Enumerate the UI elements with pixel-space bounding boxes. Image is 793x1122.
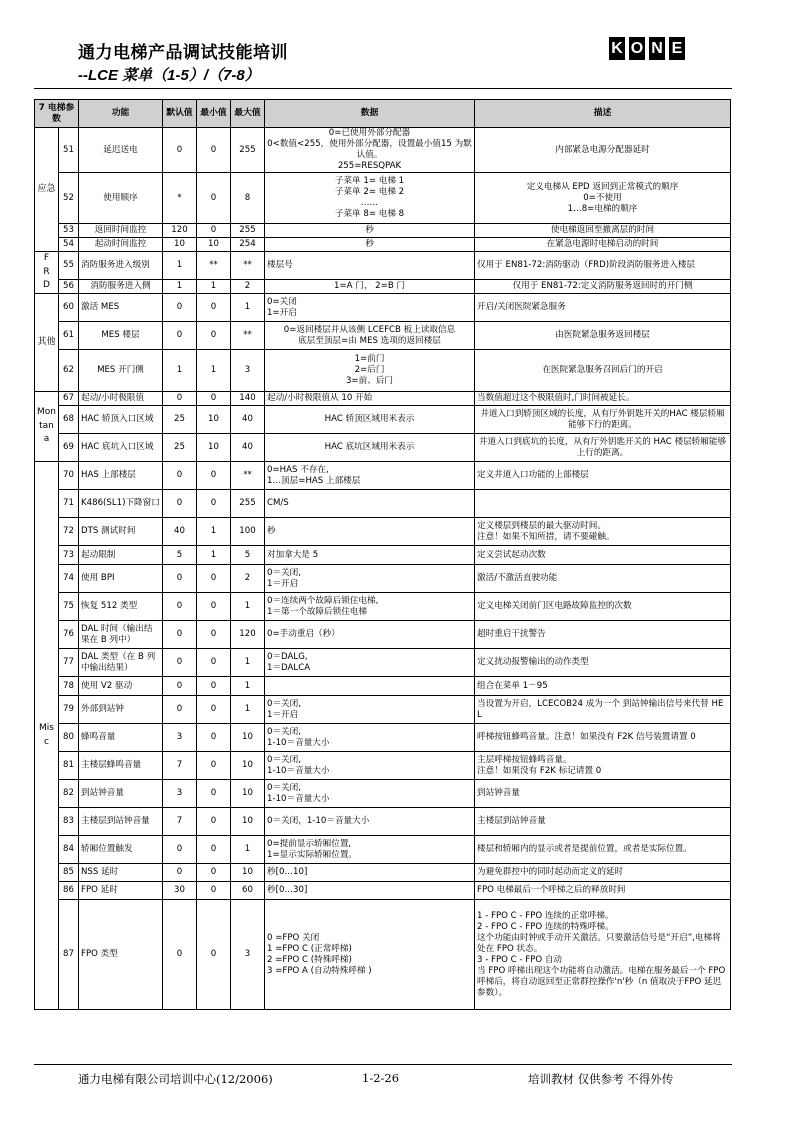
table-row	[35, 621, 731, 649]
description-cell: 井道入口到底坑的长度，从有厅外钥匙开关的 HAC 楼层轿厢能够上行的距离。	[475, 434, 731, 462]
description-cell: 在医院紧急服务召回后门的开启	[475, 350, 731, 392]
table-row	[35, 490, 731, 518]
table-row	[35, 350, 731, 392]
param-number: 56	[59, 280, 79, 294]
param-number: 51	[59, 128, 79, 173]
table-row	[35, 252, 731, 280]
default-value: 0	[163, 294, 197, 322]
table-row	[35, 462, 731, 490]
data-cell: 秒[0…30]	[265, 882, 475, 900]
min-value: 1	[197, 280, 231, 294]
function-cell: 使用顺序	[79, 173, 163, 224]
table-row	[35, 128, 731, 173]
group-label: Mon tana	[35, 392, 59, 462]
table-row	[35, 780, 731, 808]
table-row	[35, 280, 731, 294]
header-description: 描述	[475, 100, 731, 128]
default-value: 0	[163, 900, 197, 1010]
min-value: 0	[197, 836, 231, 864]
description-cell: 开启/关闭医院紧急服务	[475, 294, 731, 322]
max-value: 1	[231, 696, 265, 724]
min-value: 0	[197, 128, 231, 173]
max-value: 8	[231, 173, 265, 224]
min-value: 0	[197, 808, 231, 836]
param-number: 53	[59, 224, 79, 238]
description-cell: 定义楼层到楼层的最大驱动时间。 注意！如果不知所措，请不要碰触。	[475, 518, 731, 546]
data-cell: 秒	[265, 238, 475, 252]
description-cell	[475, 490, 731, 518]
param-number: 68	[59, 406, 79, 434]
table-row	[35, 238, 731, 252]
max-value: 120	[231, 621, 265, 649]
header-menu: 7 电梯参数	[35, 100, 79, 128]
description-cell: 为避免群控中的同时起动而定义的延时	[475, 864, 731, 882]
min-value: 0	[197, 649, 231, 677]
max-value: 10	[231, 864, 265, 882]
data-cell: 0=返回楼层并从该侧 LCEFCB 板上读取信息 底层至顶层=由 MES 选项的返回楼层	[265, 322, 475, 350]
function-cell: 主楼层到站钟音量	[79, 808, 163, 836]
min-value: 10	[197, 434, 231, 462]
default-value: 1	[163, 280, 197, 294]
param-number: 67	[59, 392, 79, 406]
table-row	[35, 649, 731, 677]
table-row	[35, 322, 731, 350]
table-row	[35, 696, 731, 724]
description-cell: 定义电梯从 EPD 返回到正常模式的顺序 0=不使用 1…8=电梯的顺序	[475, 173, 731, 224]
description-cell: 定义扰动报警输出的动作类型	[475, 649, 731, 677]
description-cell: 由医院紧急服务返回楼层	[475, 322, 731, 350]
function-cell: HAC 轿顶入口区域	[79, 406, 163, 434]
max-value: 1	[231, 649, 265, 677]
table-row	[35, 724, 731, 752]
header-function: 功能	[79, 100, 163, 128]
description-cell: 井道入口到轿顶区域的长度，从有厅外钥匙开关的HAC 楼层轿厢能够下行的距离。	[475, 406, 731, 434]
footer-right: 培训教材 仅供参考 不得外传	[528, 1072, 674, 1086]
default-value: 0	[163, 621, 197, 649]
header-data: 数据	[265, 100, 475, 128]
max-value: 254	[231, 238, 265, 252]
param-number: 73	[59, 546, 79, 565]
function-cell: DAL 类型（在 B 列中输出结果）	[79, 649, 163, 677]
table-row	[35, 593, 731, 621]
function-cell: 起动限制	[79, 546, 163, 565]
description-cell: 定义尝试起动次数	[475, 546, 731, 565]
param-number: 80	[59, 724, 79, 752]
max-value: 10	[231, 724, 265, 752]
table-row	[35, 173, 731, 224]
description-cell: 组合在菜单 1－95	[475, 677, 731, 696]
kone-logo	[609, 37, 685, 60]
max-value: 3	[231, 900, 265, 1010]
data-cell: 秒	[265, 518, 475, 546]
data-cell: 1=A 门， 2=B 门	[265, 280, 475, 294]
default-value: 40	[163, 518, 197, 546]
table-row	[35, 434, 731, 462]
function-cell: 恢复 512 类型	[79, 593, 163, 621]
description-cell: 呼梯按钮蜂鸣音量。注意！如果没有 F2K 信号装置请置 0	[475, 724, 731, 752]
max-value: 2	[231, 565, 265, 593]
default-value: 10	[163, 238, 197, 252]
function-cell: 到站钟音量	[79, 780, 163, 808]
param-number: 86	[59, 882, 79, 900]
default-value: 3	[163, 780, 197, 808]
function-cell: 消防服务进入侧	[79, 280, 163, 294]
default-value: 0	[163, 649, 197, 677]
min-value: 1	[197, 518, 231, 546]
document-title: 通力电梯产品调试技能培训	[78, 43, 288, 63]
function-cell: MES 开门侧	[79, 350, 163, 392]
logo-letter: E	[669, 37, 685, 60]
data-cell: HAC 底坑区域用米表示	[265, 434, 475, 462]
default-value: 7	[163, 808, 197, 836]
default-value: 0	[163, 696, 197, 724]
param-number: 55	[59, 252, 79, 280]
min-value: 0	[197, 724, 231, 752]
table-row	[35, 294, 731, 322]
table-row	[35, 900, 731, 1010]
parameter-table	[34, 99, 731, 1010]
data-cell: 0＝关闭, 1＝开启	[265, 696, 475, 724]
table-row	[35, 224, 731, 238]
data-cell: 起动/小时极限值从 10 开始	[265, 392, 475, 406]
table-header-row	[35, 100, 731, 128]
param-number: 60	[59, 294, 79, 322]
max-value: 2	[231, 280, 265, 294]
min-value: 0	[197, 392, 231, 406]
data-cell: 0 =FPO 关闭 1 =FPO C (正常呼梯) 2 =FPO C (特殊呼梯) 3 =FPO A (自动特殊呼梯 )	[265, 900, 475, 1010]
default-value: 1	[163, 252, 197, 280]
data-cell: 0＝关闭, 1-10＝音量大小	[265, 752, 475, 780]
param-number: 77	[59, 649, 79, 677]
table-row	[35, 518, 731, 546]
header-max: 最大值	[231, 100, 265, 128]
default-value: 0	[163, 322, 197, 350]
table-row	[35, 836, 731, 864]
description-cell: 定义井道入口功能的上部楼层	[475, 462, 731, 490]
min-value: 0	[197, 900, 231, 1010]
default-value: 0	[163, 565, 197, 593]
max-value: 10	[231, 808, 265, 836]
param-number: 75	[59, 593, 79, 621]
description-cell: 仅用于 EN81-72:定义消防服务返回时的开门侧	[475, 280, 731, 294]
default-value: 5	[163, 546, 197, 565]
function-cell: 起动时间监控	[79, 238, 163, 252]
default-value: 0	[163, 490, 197, 518]
logo-letter: O	[629, 37, 645, 60]
group-label: F R D	[35, 252, 59, 294]
table-row	[35, 864, 731, 882]
function-cell: 起动/小时极限值	[79, 392, 163, 406]
data-cell: 楼层号	[265, 252, 475, 280]
param-number: 70	[59, 462, 79, 490]
param-number: 87	[59, 900, 79, 1010]
function-cell: DAL 时间（输出结果在 B 列中）	[79, 621, 163, 649]
function-cell: MES 楼层	[79, 322, 163, 350]
default-value: 25	[163, 434, 197, 462]
description-cell: 主楼层到站钟音量	[475, 808, 731, 836]
function-cell: 消防服务进入级别	[79, 252, 163, 280]
data-cell: 0＝关闭, 1＝开启	[265, 565, 475, 593]
max-value: **	[231, 462, 265, 490]
min-value: 0	[197, 462, 231, 490]
description-cell: 楼层和轿厢内的显示或者是提前位置，或者是实际位置。	[475, 836, 731, 864]
default-value: 0	[163, 462, 197, 490]
logo-letter: K	[609, 37, 625, 60]
default-value: 0	[163, 677, 197, 696]
min-value: 10	[197, 238, 231, 252]
data-cell: 0＝关闭, 1-10＝音量大小	[265, 724, 475, 752]
default-value: 120	[163, 224, 197, 238]
param-number: 82	[59, 780, 79, 808]
table-row	[35, 406, 731, 434]
function-cell: HAC 底坑入口区域	[79, 434, 163, 462]
max-value: 255	[231, 224, 265, 238]
default-value: 30	[163, 882, 197, 900]
description-cell: 定义电梯关闭前门区电路故障监控的次数	[475, 593, 731, 621]
table-row	[35, 882, 731, 900]
max-value: **	[231, 322, 265, 350]
min-value: 0	[197, 490, 231, 518]
function-cell: HAS 上部楼层	[79, 462, 163, 490]
data-cell: CM/S	[265, 490, 475, 518]
data-cell: 0=HAS 不存在, 1…顶层=HAS 上部楼层	[265, 462, 475, 490]
param-number: 54	[59, 238, 79, 252]
logo-letter: N	[649, 37, 665, 60]
data-cell: 子菜单 1= 电梯 1 子菜单 2= 电梯 2 …… 子菜单 8= 电梯 8	[265, 173, 475, 224]
table-row	[35, 546, 731, 565]
param-number: 71	[59, 490, 79, 518]
description-cell: 内部紧急电源分配器延时	[475, 128, 731, 173]
default-value: 1	[163, 350, 197, 392]
min-value: **	[197, 252, 231, 280]
max-value: 140	[231, 392, 265, 406]
description-cell: 主层呼梯按钮蜂鸣音量。 注意！如果没有 F2K 标记请置 0	[475, 752, 731, 780]
header-rule	[34, 88, 732, 89]
data-cell: HAC 轿顶区域用米表示	[265, 406, 475, 434]
table-row	[35, 752, 731, 780]
data-cell: 1=前门 2=后门 3=前、后门	[265, 350, 475, 392]
min-value: 0	[197, 224, 231, 238]
function-cell: K486(SL1)下降窗口	[79, 490, 163, 518]
description-cell: 使电梯返回至撤离层的时间	[475, 224, 731, 238]
max-value: 10	[231, 752, 265, 780]
default-value: 25	[163, 406, 197, 434]
function-cell: 返回时间监控	[79, 224, 163, 238]
function-cell: NSS 延时	[79, 864, 163, 882]
max-value: 255	[231, 128, 265, 173]
description-cell: 在紧急电源时电梯启动的时间	[475, 238, 731, 252]
min-value: 0	[197, 780, 231, 808]
table-row	[35, 565, 731, 593]
default-value: *	[163, 173, 197, 224]
min-value: 0	[197, 696, 231, 724]
function-cell: 使用 V2 驱动	[79, 677, 163, 696]
description-cell: 仅用于 EN81-72:消防驱动（FRD)阶段消防服务进入楼层	[475, 252, 731, 280]
param-number: 69	[59, 434, 79, 462]
data-cell	[265, 677, 475, 696]
min-value: 0	[197, 621, 231, 649]
min-value: 10	[197, 406, 231, 434]
min-value: 0	[197, 173, 231, 224]
param-number: 81	[59, 752, 79, 780]
max-value: 5	[231, 546, 265, 565]
table-row	[35, 808, 731, 836]
footer-rule	[34, 1064, 732, 1065]
min-value: 0	[197, 565, 231, 593]
min-value: 0	[197, 882, 231, 900]
footer-left: 通力电梯有限公司培训中心(12/2006)	[78, 1072, 273, 1086]
description-cell: 超时重启干扰警告	[475, 621, 731, 649]
default-value: 0	[163, 836, 197, 864]
group-label: Mis c	[35, 462, 59, 1010]
description-cell: FPO 电梯最后一个呼梯之后的释放时间	[475, 882, 731, 900]
param-number: 83	[59, 808, 79, 836]
max-value: 3	[231, 350, 265, 392]
function-cell: 使用 BPI	[79, 565, 163, 593]
max-value: 255	[231, 490, 265, 518]
description-cell: 激活/不激活直驶功能	[475, 565, 731, 593]
data-cell: 秒	[265, 224, 475, 238]
function-cell: FPO 延时	[79, 882, 163, 900]
param-number: 62	[59, 350, 79, 392]
min-value: 1	[197, 350, 231, 392]
max-value: 1	[231, 294, 265, 322]
max-value: 40	[231, 434, 265, 462]
min-value: 0	[197, 864, 231, 882]
min-value: 0	[197, 322, 231, 350]
description-cell: 1 - FPO C - FPO 连续的正常呼梯。 2 - FPO C - FPO 连续的特殊呼梯。 这个功能由时钟或手动开关激活。只要激活信号是“开启”,电梯将处在 FPO 状态。 3 - FPO C - FPO 自动 当 FPO 呼梯出现这个功能将自动激活。电梯在服务最后一个 FPO 呼梯后，将自动返回至正常群控操作'n'秒（n 值取决于FPO 延迟参数）。	[475, 900, 731, 1010]
param-number: 85	[59, 864, 79, 882]
data-cell: 0=已使用外部分配器 0<数值<255，使用外部分配器，设置最小值15 为默认值。 255=RESQPAK	[265, 128, 475, 173]
param-number: 72	[59, 518, 79, 546]
function-cell: 主楼层蜂鸣音量	[79, 752, 163, 780]
param-number: 84	[59, 836, 79, 864]
function-cell: 轿厢位置触发	[79, 836, 163, 864]
min-value: 1	[197, 546, 231, 565]
max-value: 1	[231, 593, 265, 621]
description-cell: 到站钟音量	[475, 780, 731, 808]
max-value: 1	[231, 836, 265, 864]
description-cell: 当数值超过这个极限值时,门时间被延长。	[475, 392, 731, 406]
min-value: 0	[197, 593, 231, 621]
table-row	[35, 677, 731, 696]
default-value: 0	[163, 128, 197, 173]
max-value: 40	[231, 406, 265, 434]
data-cell: 0＝DALG, 1＝DALCA	[265, 649, 475, 677]
data-cell: 0=提前显示轿厢位置, 1=显示实际轿厢位置。	[265, 836, 475, 864]
table-row	[35, 392, 731, 406]
default-value: 3	[163, 724, 197, 752]
default-value: 0	[163, 864, 197, 882]
function-cell: 蜂鸣音量	[79, 724, 163, 752]
function-cell: 延迟送电	[79, 128, 163, 173]
data-cell: 0=关闭 1=开启	[265, 294, 475, 322]
function-cell: 激活 MES	[79, 294, 163, 322]
param-number: 52	[59, 173, 79, 224]
function-cell: 外部到站钟	[79, 696, 163, 724]
document-subtitle: --LCE 菜单（1-5）/（7-8）	[78, 67, 260, 84]
min-value: 0	[197, 677, 231, 696]
header-default: 默认值	[163, 100, 197, 128]
param-number: 79	[59, 696, 79, 724]
data-cell: 0＝连续两个故障后锁住电梯, 1＝第一个故障后锁住电梯	[265, 593, 475, 621]
param-number: 61	[59, 322, 79, 350]
param-number: 76	[59, 621, 79, 649]
max-value: **	[231, 252, 265, 280]
data-cell: 0=手动重启（秒）	[265, 621, 475, 649]
param-number: 78	[59, 677, 79, 696]
header-min: 最小值	[197, 100, 231, 128]
max-value: 1	[231, 677, 265, 696]
function-cell: FPO 类型	[79, 900, 163, 1010]
data-cell: 对加拿大是 5	[265, 546, 475, 565]
data-cell: 秒[0…10]	[265, 864, 475, 882]
max-value: 60	[231, 882, 265, 900]
page-number: 1-2-26	[362, 1071, 400, 1085]
data-cell: 0＝关闭, 1-10＝音量大小	[265, 780, 475, 808]
description-cell: 当设置为开启，LCECOB24 成为一个 到站钟输出信号来代替 HEL	[475, 696, 731, 724]
function-cell: DTS 测试时间	[79, 518, 163, 546]
param-number: 74	[59, 565, 79, 593]
min-value: 0	[197, 294, 231, 322]
default-value: 7	[163, 752, 197, 780]
group-label: 应急	[35, 128, 59, 252]
group-label: 其他	[35, 294, 59, 392]
min-value: 0	[197, 752, 231, 780]
max-value: 100	[231, 518, 265, 546]
max-value: 10	[231, 780, 265, 808]
default-value: 0	[163, 593, 197, 621]
default-value: 0	[163, 392, 197, 406]
data-cell: 0＝关闭，1-10＝音量大小	[265, 808, 475, 836]
